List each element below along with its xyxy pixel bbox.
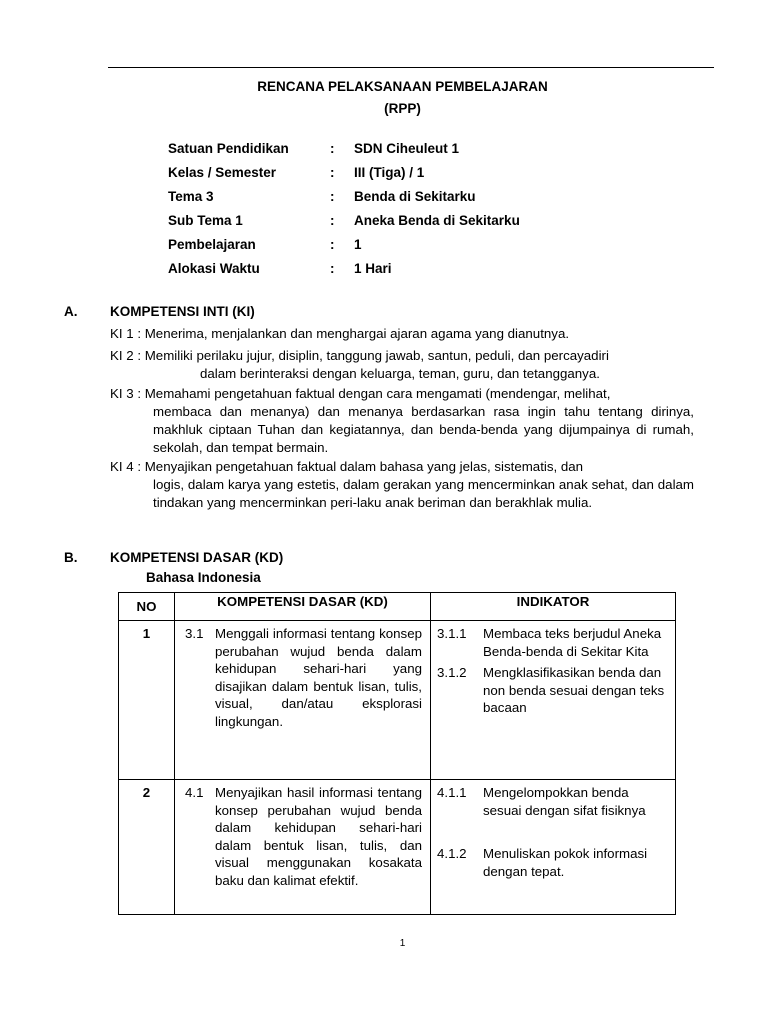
identity-label: Satuan Pendidikan <box>168 141 289 156</box>
ki-text: KI 2 : Memiliki perilaku jujur, disiplin, tanggung jawab, santun, peduli, dan percayadiri <box>110 348 609 363</box>
ki-continuation: membaca dan menanya) dan menanya berdasarkan rasa ingin tahu tentang dirinya, makhluk ciptaan Tuhan dan kegiatannya, dan benda-benda yang dijumpainya di rumah, sekolah, dan tempat bermain. <box>153 404 694 455</box>
indikator-text: Mengklasifikasikan benda dan non benda sesuai dengan teks bacaan <box>483 665 665 715</box>
indikator-number: 4.1.2 <box>437 846 467 861</box>
indikator-item <box>437 845 669 880</box>
identity-colon: : <box>330 261 335 276</box>
identity-colon: : <box>330 213 335 228</box>
identity-label: Sub Tema 1 <box>168 213 243 228</box>
identity-value: 1 <box>354 237 362 252</box>
kd-number: 3.1 <box>185 626 204 641</box>
kd-item <box>185 625 422 730</box>
indikator-number: 4.1.1 <box>437 785 467 800</box>
ki-text: KI 1 : Menerima, menjalankan dan menghargai ajaran agama yang dianutnya. <box>110 326 570 341</box>
ki-item <box>110 385 694 457</box>
header-no: NO <box>119 593 175 621</box>
identity-label: Tema 3 <box>168 189 214 204</box>
identity-colon: : <box>330 189 335 204</box>
row-number: 2 <box>119 780 175 915</box>
indikator-cell <box>431 780 676 915</box>
table-row <box>119 780 676 915</box>
identity-value: 1 Hari <box>354 261 392 276</box>
indikator-cell <box>431 621 676 780</box>
indikator-item <box>437 664 669 717</box>
ki-text: KI 4 : Menyajikan pengetahuan faktual dalam bahasa yang jelas, sistematis, dan <box>110 459 584 474</box>
section-letter: A. <box>64 304 78 319</box>
table-header-row <box>119 593 676 621</box>
kd-table <box>118 592 676 915</box>
kd-text: Menggali informasi tentang konsep perubahan wujud benda dalam kehidupan sehari-hari yang disajikan dalam bentuk lisan, tulis, visual, dan/atau eksplorasi lingkungan. <box>215 626 422 729</box>
section-letter: B. <box>64 550 78 565</box>
ki-continuation: logis, dalam karya yang estetis, dalam gerakan yang mencerminkan anak sehat, dan dalam tindakan yang mencerminkan peri-laku anak beriman dan berakhlak mulia. <box>153 477 694 510</box>
identity-label: Kelas / Semester <box>168 165 277 180</box>
indikator-text: Mengelompokkan benda sesuai dengan sifat fisiknya <box>483 785 646 818</box>
indikator-text: Membaca teks berjudul Aneka Benda-benda di Sekitar Kita <box>483 626 662 659</box>
identity-colon: : <box>330 141 335 156</box>
indikator-number: 3.1.1 <box>437 626 467 641</box>
identity-label: Pembelajaran <box>168 237 256 252</box>
identity-value: SDN Ciheuleut 1 <box>354 141 460 156</box>
ki-item <box>110 347 694 383</box>
kd-item <box>185 784 422 889</box>
section-title: KOMPETENSI INTI (KI) <box>110 304 255 319</box>
identity-colon: : <box>330 165 335 180</box>
row-number: 1 <box>119 621 175 780</box>
subject-label: Bahasa Indonesia <box>146 570 261 585</box>
identity-value: III (Tiga) / 1 <box>354 165 425 180</box>
header-kd: KOMPETENSI DASAR (KD) <box>175 593 431 621</box>
kd-cell <box>175 621 431 780</box>
ki-continuation: dalam berinteraksi dengan keluarga, teman, guru, dan tetangganya. <box>200 366 600 381</box>
ki-text: KI 3 : Memahami pengetahuan faktual dengan cara mengamati (mendengar, melihat, <box>110 386 611 401</box>
ki-item <box>110 325 694 343</box>
indikator-item <box>437 784 669 819</box>
spacer <box>437 823 669 845</box>
identity-value: Benda di Sekitarku <box>354 189 476 204</box>
document-subtitle: (RPP) <box>384 101 421 116</box>
kd-cell <box>175 780 431 915</box>
page-number: 1 <box>399 938 406 949</box>
identity-colon: : <box>330 237 335 252</box>
document-title: RENCANA PELAKSANAAN PEMBELAJARAN <box>257 79 548 94</box>
table-row <box>119 621 676 780</box>
kd-number: 4.1 <box>185 785 204 800</box>
header-rule <box>108 67 714 68</box>
section-title: KOMPETENSI DASAR (KD) <box>110 550 284 565</box>
kd-text: Menyajikan hasil informasi tentang konsep perubahan wujud benda dalam kehidupan sehari-hari dalam bentuk lisan, tulis, dan visual menggunakan kosakata baku dan kalimat efektif. <box>215 785 422 888</box>
header-indikator: INDIKATOR <box>431 593 676 621</box>
identity-value: Aneka Benda di Sekitarku <box>354 213 520 228</box>
indikator-number: 3.1.2 <box>437 665 467 680</box>
indikator-item <box>437 625 669 660</box>
indikator-text: Menuliskan pokok informasi dengan tepat. <box>483 846 648 879</box>
identity-label: Alokasi Waktu <box>168 261 260 276</box>
ki-item <box>110 458 694 512</box>
